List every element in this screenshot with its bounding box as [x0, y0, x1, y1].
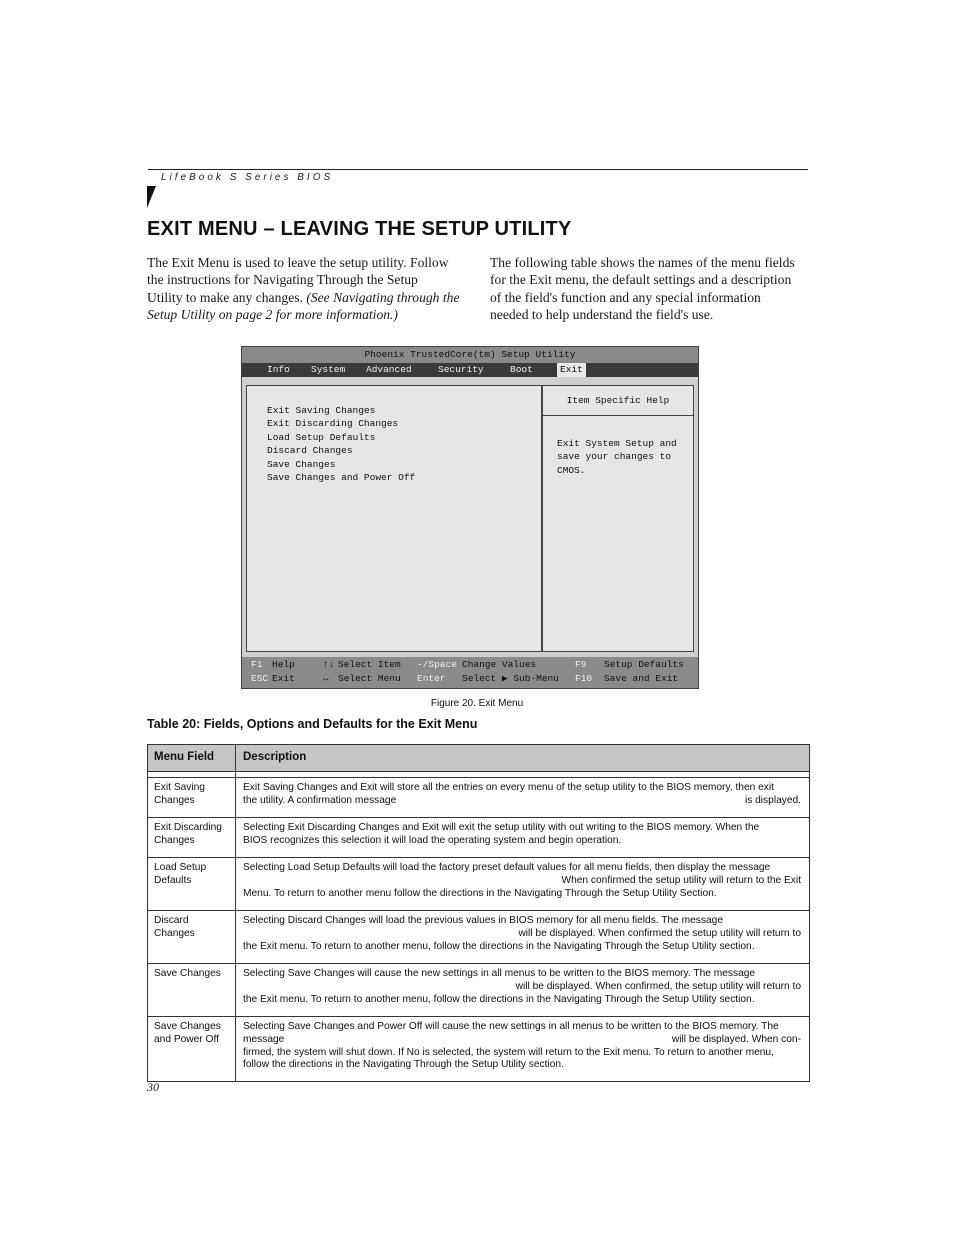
bios-key-label: Select Item	[338, 659, 401, 670]
field-name: Changes	[154, 834, 195, 846]
bios-items-panel	[246, 385, 542, 652]
bios-key-label: Select Menu	[338, 673, 401, 684]
header-tick-mark	[147, 186, 156, 208]
intro-right-line: The following table shows the names of the menu fields	[490, 255, 795, 270]
table-row	[148, 817, 809, 857]
bios-tab-info[interactable]: Info	[267, 364, 290, 375]
bios-item-load-defaults[interactable]: Load Setup Defaults	[267, 432, 376, 443]
desc-line: message	[243, 1033, 285, 1045]
bios-menu-bar	[242, 363, 698, 377]
field-name: Save Changes	[154, 1021, 221, 1032]
bios-key-esc: ESC	[251, 673, 269, 684]
field-name: Changes	[154, 794, 195, 806]
intro-left-italic: Setup Utility on page 2 for more information.)	[147, 307, 398, 323]
bios-screen	[241, 346, 699, 689]
bios-key-label: Exit	[272, 673, 295, 684]
desc-line: will be displayed. When confirmed, the setup utility will return to	[515, 980, 801, 992]
field-name: Defaults	[154, 874, 192, 886]
bios-key-label: Select ▶ Sub-Menu	[462, 673, 559, 684]
field-name: Exit Discarding	[154, 822, 222, 833]
bios-key-legend	[242, 657, 698, 688]
figure-caption: Figure 20. Exit Menu	[430, 698, 524, 709]
bios-key-label: Setup Defaults	[604, 659, 684, 670]
table-spacer-row	[148, 771, 809, 777]
field-name: Discard	[154, 915, 189, 926]
bios-title-bar: Phoenix TrustedCore(tm) Setup Utility	[242, 347, 698, 363]
table-row	[148, 857, 809, 910]
bios-tab-advanced[interactable]: Advanced	[366, 364, 412, 375]
bios-key-arrows-vertical: ↑↓	[323, 659, 335, 670]
desc-line: Exit Saving Changes and Exit will store all the entries on every menu of the setup utility to the BIOS memory, then exit	[243, 782, 774, 793]
table-row	[148, 1016, 809, 1081]
bios-key-f10: F10	[575, 673, 593, 684]
bios-item-save-changes[interactable]: Save Changes	[267, 459, 336, 470]
running-head: LifeBook S Series BIOS	[161, 172, 334, 183]
bios-key-f1: F1	[251, 659, 263, 670]
intro-left-italic: (See Navigating through the	[306, 289, 460, 305]
exit-menu-table	[147, 744, 810, 1082]
desc-line: Selecting Exit Discarding Changes and Exit will exit the setup utility with out writing to the BIOS memory. When the	[243, 822, 760, 833]
desc-line: is displayed.	[744, 794, 801, 806]
desc-line: Selecting Load Setup Defaults will load the factory preset default values for all menu fields, then display the message	[243, 862, 771, 873]
bios-item-save-power-off[interactable]: Save Changes and Power Off	[267, 472, 416, 483]
bios-key-f9: F9	[575, 659, 587, 670]
bios-help-line: Exit System Setup and	[557, 438, 677, 449]
field-name: Save Changes	[154, 968, 221, 979]
bios-help-line: CMOS.	[557, 465, 586, 476]
desc-line: the Exit menu. To return to another menu, follow the directions in the Navigating Through the Setup Utility section.	[243, 993, 755, 1005]
bios-key-enter: Enter	[417, 673, 446, 684]
table-header-row	[148, 745, 809, 771]
desc-line: Selecting Save Changes and Power Off will cause the new settings in all menus to be written to the BIOS memory. The	[243, 1021, 779, 1032]
intro-right-line: of the field's function and any special information	[490, 289, 761, 305]
bios-item-discard-changes[interactable]: Discard Changes	[267, 445, 353, 456]
desc-line: When confirmed the setup utility will return to the Exit	[561, 874, 801, 886]
desc-line: Selecting Save Changes will cause the new settings in all menus to be written to the BIOS memory. The message	[243, 968, 756, 979]
intro-right-line: needed to help understand the field's use.	[490, 307, 714, 323]
bios-tab-boot[interactable]: Boot	[510, 364, 533, 375]
field-name: Load Setup	[154, 862, 207, 873]
bios-help-panel	[542, 385, 694, 652]
intro-right-line: for the Exit menu, the default settings and a description	[490, 272, 792, 288]
header-menu-field: Menu Field	[148, 745, 236, 771]
bios-key-label: Change Values	[462, 659, 537, 670]
desc-line: follow the directions in the Navigating Through the Setup Utility section.	[243, 1059, 564, 1071]
bios-item-exit-discarding[interactable]: Exit Discarding Changes	[267, 418, 399, 429]
intro-left-line: Utility to make any changes.	[147, 289, 303, 305]
bios-key-arrows-horizontal: ↔	[323, 673, 329, 684]
bios-help-header: Item Specific Help	[543, 386, 693, 416]
field-name: and Power Off	[154, 1033, 219, 1045]
bios-tab-exit[interactable]: Exit	[557, 363, 586, 377]
bios-item-exit-saving[interactable]: Exit Saving Changes	[267, 405, 376, 416]
page-number: 30	[147, 1080, 159, 1094]
field-name: Exit Saving	[154, 782, 205, 793]
table-caption: Table 20: Fields, Options and Defaults for the Exit Menu	[147, 717, 478, 731]
field-name: Changes	[154, 927, 195, 939]
header-rule	[148, 169, 808, 170]
bios-key-label: Help	[272, 659, 295, 670]
table-row	[148, 777, 809, 817]
intro-left	[147, 254, 467, 324]
bios-tab-security[interactable]: Security	[438, 364, 484, 375]
desc-line: will be displayed. When con-	[671, 1033, 801, 1045]
table-row	[148, 910, 809, 963]
desc-line: Menu. To return to another menu follow the directions in the Navigating Through the Setup Utility Section.	[243, 887, 717, 899]
intro-right	[490, 254, 808, 324]
table-row	[148, 963, 809, 1016]
intro-left-line: the instructions for Navigating Through the Setup	[147, 272, 418, 288]
bios-tab-system[interactable]: System	[311, 364, 346, 375]
desc-line: Selecting Discard Changes will load the previous values in BIOS memory for all menu fields. The message	[243, 915, 723, 926]
desc-line: the utility. A confirmation message	[243, 794, 397, 806]
header-description: Description	[243, 751, 307, 763]
intro-left-line: The Exit Menu is used to leave the setup utility. Follow	[147, 255, 449, 270]
bios-key-label: Save and Exit	[604, 673, 679, 684]
page-title: EXIT MENU – LEAVING THE SETUP UTILITY	[147, 218, 572, 240]
desc-line: the Exit menu. To return to another menu, follow the directions in the Navigating Through the Setup Utility section.	[243, 940, 755, 952]
desc-line: will be displayed. When confirmed the setup utility will return to	[518, 927, 801, 939]
desc-line: firmed, the system will shut down. If No is selected, the system will return to the Exit menu. To return to another menu,	[243, 1046, 774, 1058]
bios-help-line: save your changes to	[557, 451, 672, 462]
desc-line: BIOS recognizes this selection it will load the operating system and begin operation.	[243, 834, 622, 846]
bios-key-space: -/Space	[417, 659, 457, 670]
